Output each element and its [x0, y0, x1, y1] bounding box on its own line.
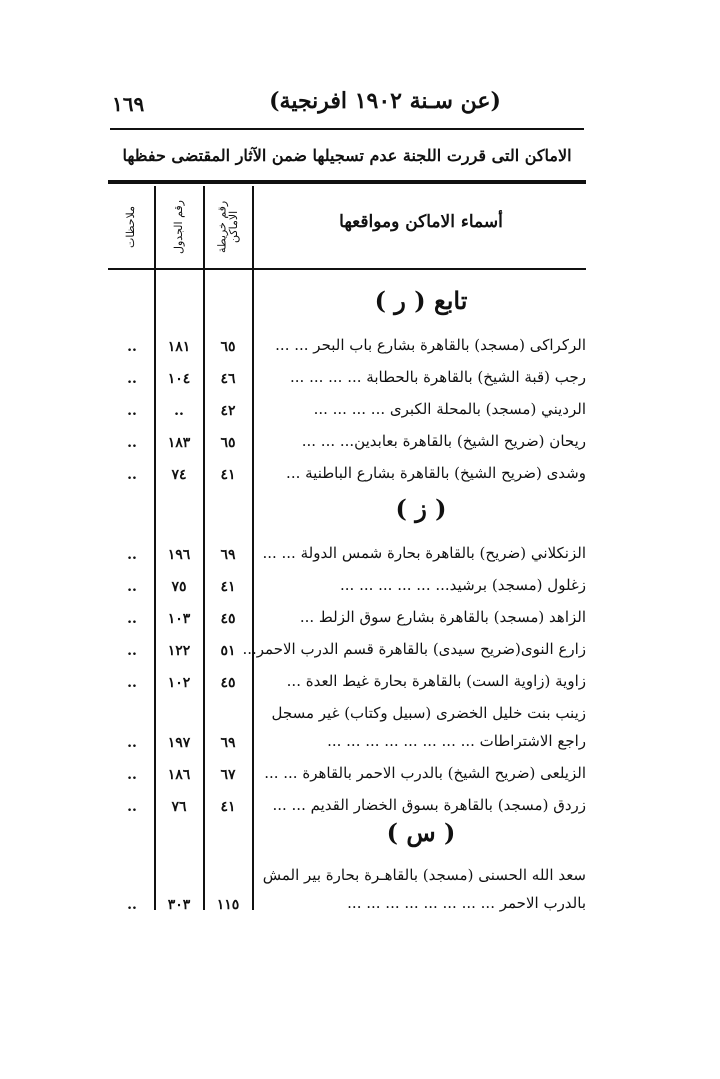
place-name: زاوية (زاوية الست) بالقاهرة بحارة غيط العدة ...: [286, 672, 586, 690]
table-row: [110, 666, 586, 698]
place-name: وشدى (ضريح الشيخ) بالقاهرة بشارع الباطنية ...: [286, 464, 586, 482]
column-header-table-number: رقم الجدول: [172, 200, 186, 254]
notes: ..: [127, 799, 137, 815]
table-number: ٧٥: [171, 579, 187, 595]
table-row: [110, 634, 586, 666]
place-name: زردق (مسجد) بالقاهرة بسوق الخضار القديم ... ...: [272, 796, 586, 814]
place-name: الزيلعى (ضريح الشيخ) بالدرب الاحمر بالقاهرة ... ...: [264, 764, 586, 782]
place-name: الركراكى (مسجد) بالقاهرة بشارع باب البحر ... ...: [275, 336, 586, 354]
map-number: ٤٢: [220, 403, 236, 419]
notes: ..: [127, 403, 137, 419]
table-number: ١٨٦: [167, 767, 191, 783]
place-name: زينب بنت خليل الخضرى (سبيل وكتاب) غير مسجل: [271, 704, 586, 722]
place-name: سعد الله الحسنى (مسجد) بالقاهـرة بحارة بير المش: [262, 866, 586, 884]
table-number: ١٩٧: [167, 735, 191, 751]
table-row: [110, 866, 586, 920]
table-number: ١٠٣: [167, 611, 191, 627]
map-number: ٤٥: [220, 611, 236, 627]
map-number: ٦٩: [220, 735, 236, 751]
map-number: ٦٧: [220, 767, 236, 783]
notes: ..: [127, 767, 137, 783]
table-number: ١٠٢: [167, 675, 191, 691]
notes: ..: [127, 547, 137, 563]
notes: ..: [127, 371, 137, 387]
table-row: [110, 426, 586, 458]
place-name-continuation: راجع الاشتراطات ... ... ... ... ... ... ... ...: [327, 732, 586, 750]
header-rule: [108, 268, 586, 270]
table-row: [110, 330, 586, 362]
table-row: [110, 704, 586, 758]
notes: ..: [127, 897, 137, 913]
map-number: ٤٦: [220, 371, 236, 387]
column-header-names: أسماء الاماكن ومواقعها: [339, 212, 503, 232]
place-name: رجب (قبة الشيخ) بالقاهرة بالحطابة ... ... ... ...: [290, 368, 586, 386]
table-number: ١٨١: [167, 339, 191, 355]
notes: ..: [127, 675, 137, 691]
column-header-map-number: رقم خريطة الاماكن: [215, 200, 240, 254]
place-name: زارع النوى(ضريح سيدى) بالقاهرة قسم الدرب الاحمر...: [242, 640, 586, 658]
table-row: [110, 570, 586, 602]
map-number: ٦٥: [220, 435, 236, 451]
running-head: (عن سـنة ١٩٠٢ افرنجية): [269, 88, 501, 114]
section-heading: ( س ): [386, 818, 456, 847]
map-number: ٦٩: [220, 547, 236, 563]
notes: ..: [127, 467, 137, 483]
table-row: [110, 758, 586, 790]
notes: ..: [127, 611, 137, 627]
map-number: ٦٥: [220, 339, 236, 355]
notes: ..: [127, 643, 137, 659]
map-number: ٤١: [220, 799, 236, 815]
place-name: الزاهد (مسجد) بالقاهرة بشارع سوق الزلط ...: [299, 608, 586, 626]
notes: ..: [127, 735, 137, 751]
page-number: ١٦٩: [112, 92, 145, 116]
table-number: ١٨٣: [167, 435, 191, 451]
table-row: [110, 458, 586, 490]
map-number: ١١٥: [216, 897, 240, 913]
top-rule: [110, 128, 584, 130]
table-top-rule: [108, 180, 586, 184]
place-name-continuation: بالدرب الاحمر ... ... ... ... ... ... ... ...: [347, 894, 586, 912]
place-name: ريحان (ضريح الشيخ) بالقاهرة بعابدين... ... ...: [301, 432, 586, 450]
section-heading: تابع ( ر ): [374, 286, 468, 315]
table-row: [110, 394, 586, 426]
notes: ..: [127, 435, 137, 451]
table-number: ٧٤: [171, 467, 187, 483]
table-number: ..: [174, 403, 184, 419]
table-row: [110, 538, 586, 570]
table-number: ١٠٤: [167, 371, 191, 387]
map-number: ٥١: [220, 643, 236, 659]
table-row: [110, 362, 586, 394]
table-number: ٣٠٣: [167, 897, 191, 913]
table-row: [110, 602, 586, 634]
table-title: الاماكن التى قررت اللجنة عدم تسجيلها ضمن الآثار المقتضى حفظها: [122, 146, 572, 165]
notes: ..: [127, 579, 137, 595]
place-name: الرديني (مسجد) بالمحلة الكبرى ... ... ... ...: [313, 400, 586, 418]
place-name: الزنكلاني (ضريح) بالقاهرة بحارة شمس الدولة ... ...: [262, 544, 586, 562]
table-number: ٧٦: [171, 799, 187, 815]
map-number: ٤١: [220, 467, 236, 483]
column-header-notes: ملاحظات: [124, 206, 138, 248]
section-heading: ( ز ): [395, 494, 447, 523]
table-number: ١٢٢: [167, 643, 191, 659]
map-number: ٤٥: [220, 675, 236, 691]
notes: ..: [127, 339, 137, 355]
table-number: ١٩٦: [167, 547, 191, 563]
map-number: ٤١: [220, 579, 236, 595]
place-name: زغلول (مسجد) برشيد... ... ... ... ... ...: [340, 576, 586, 594]
